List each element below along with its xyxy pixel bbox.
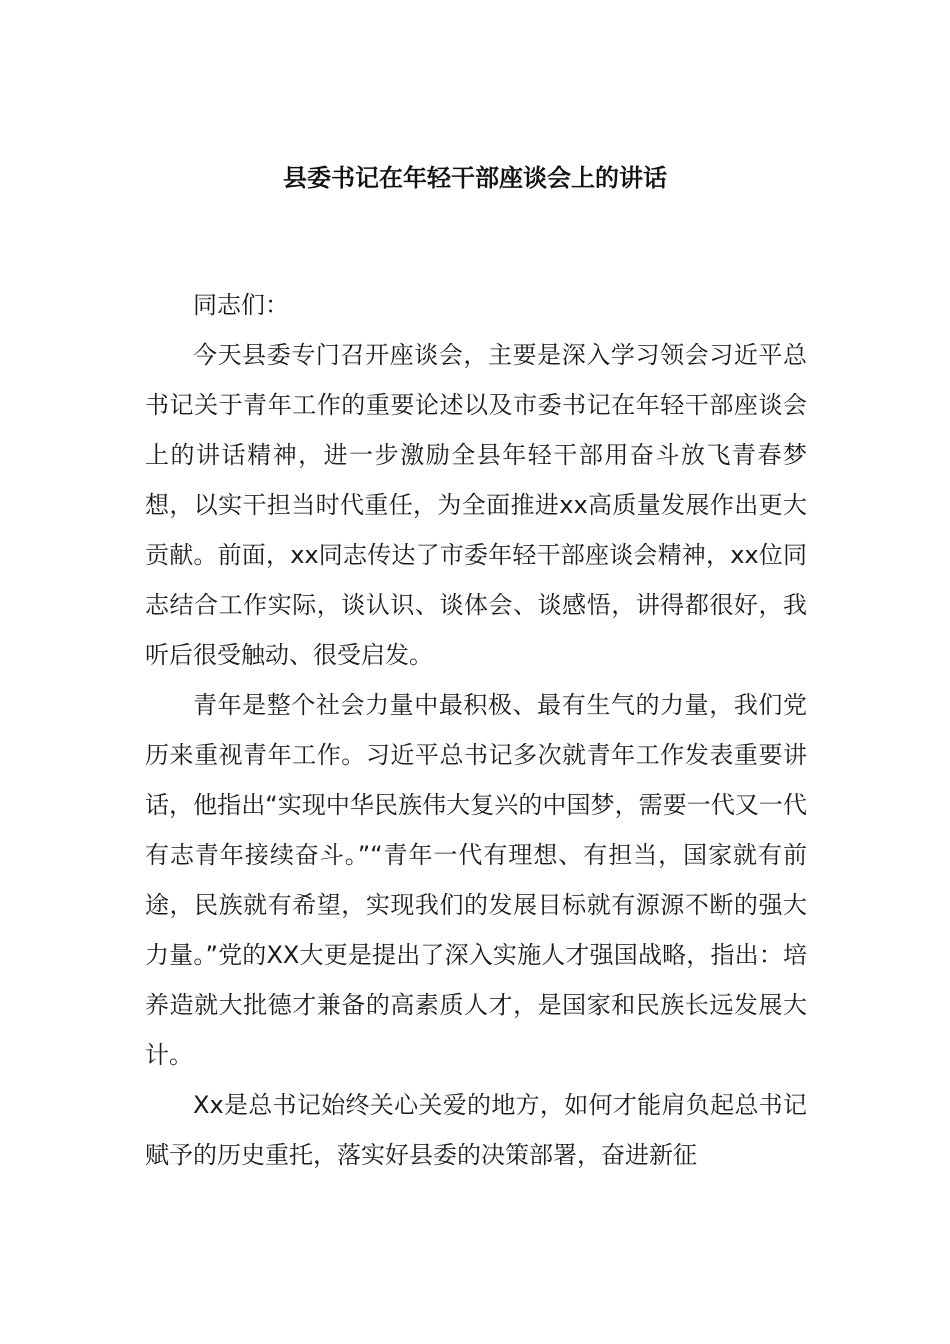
document-body — [145, 280, 807, 1180]
document-title: 县委书记在年轻干部座谈会上的讲话 — [283, 164, 667, 192]
paragraph-3: Xx是总书记始终关心关爱的地方，如何才能肩负起总书记赋予的历史重托，落实好县委的决策部署，奋进新征 — [145, 1091, 807, 1169]
salutation: 同志们： — [193, 291, 289, 319]
paragraph-1: 今天县委专门召开座谈会，主要是深入学习领会习近平总书记关于青年工作的重要论述以及市委书记在年轻干部座谈会上的讲话精神，进一步激励全县年轻干部用奋斗放飞青春梦想，以实干担当时代重任，为全面推进xx高质量发展作出更大贡献。前面，xx同志传达了市委年轻干部座谈会精神，xx位同志结合工作实际，谈认识、谈体会、谈感悟，讲得都很好，我听后很受触动、很受启发。 — [145, 341, 807, 669]
paragraph-2: 青年是整个社会力量中最积极、最有生气的力量，我们党历来重视青年工作。习近平总书记多次就青年工作发表重要讲话，他指出“实现中华民族伟大复兴的中国梦，需要一代又一代有志青年接续奋斗。”“青年一代有理想、有担当，国家就有前途，民族就有希望，实现我们的发展目标就有源源不断的强大力量。”党的XX大更是提出了深入实施人才强国战略，指出：培养造就大批德才兼备的高素质人才，是国家和民族长远发展大计。 — [145, 691, 807, 1069]
